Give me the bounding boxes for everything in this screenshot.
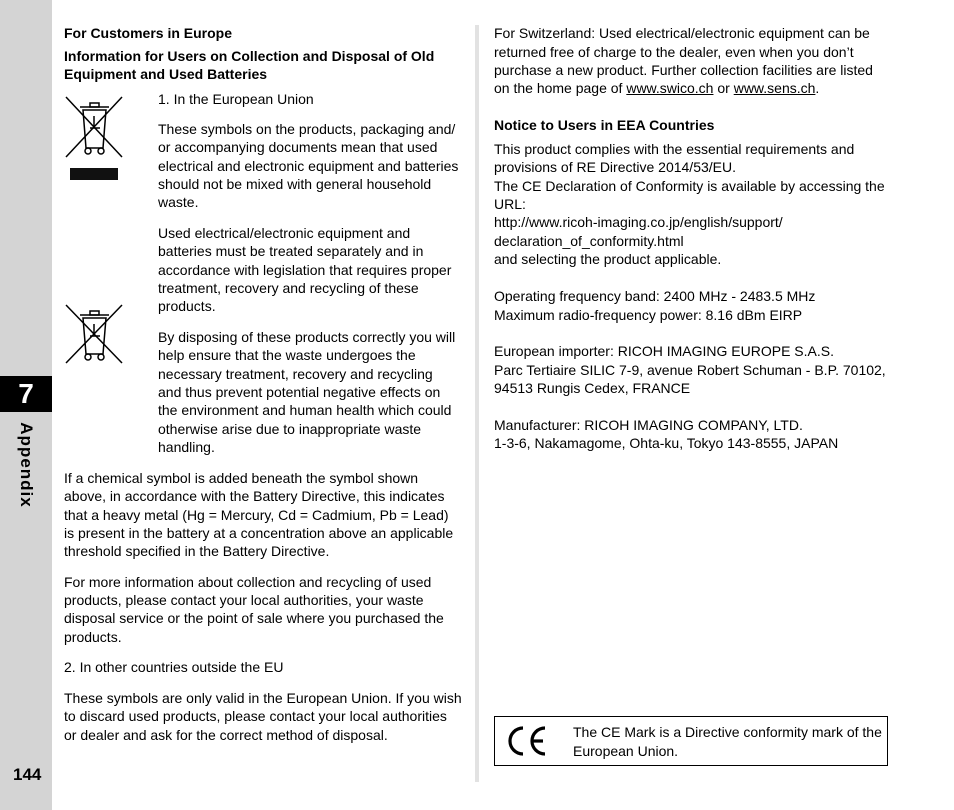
para-more-info-3: disposal service or the point of sale where you purchased the [64, 610, 444, 626]
para-more-info-4: products. [64, 629, 122, 645]
switzerland-prefix: on the home page of [494, 80, 627, 96]
ce-mark-text-2: European Union. [573, 743, 679, 759]
swico-link[interactable]: www.swico.ch [626, 80, 714, 96]
eea-url-line-2: declaration_of_conformity.html [494, 233, 684, 249]
heading-info-users-1: Information for Users on Collection and Disposal of Old [64, 48, 435, 64]
eea-url-line-1: http://www.ricoh-imaging.co.jp/english/support/ [494, 214, 783, 230]
para-disposing-4: and thus prevent potential negative effects on [158, 384, 441, 400]
switzerland-line-1: For Switzerland: Used electrical/electronic equipment can be [494, 25, 870, 41]
para-chemical-2: above, in accordance with the Battery Directive, this indicates [64, 488, 445, 504]
para-disposing-7: handling. [158, 439, 215, 455]
eea-line-7: and selecting the product applicable. [494, 251, 722, 267]
para-outside-eu-3: or dealer and ask for the correct method of disposal. [64, 727, 388, 743]
para-separate-1: Used electrical/electronic equipment and [158, 225, 411, 241]
chapter-number: 7 [0, 376, 52, 412]
para-separate-3: accordance with legislation that requires proper [158, 262, 452, 278]
para-chemical-3: that a heavy metal (Hg = Mercury, Cd = Cadmium, Pb = Lead) [64, 507, 449, 523]
heading-eea-notice: Notice to Users in EEA Countries [494, 117, 715, 133]
manufacturer-line-1: Manufacturer: RICOH IMAGING COMPANY, LTD. [494, 417, 803, 433]
switzerland-period: . [815, 80, 820, 96]
para-chemical-5: threshold specified in the Battery Directive. [64, 543, 330, 559]
crossed-bin-with-bar-icon [64, 94, 126, 182]
eea-line-1: This product complies with the essential requirements and [494, 141, 855, 157]
para-symbols-4: should not be mixed with general household [158, 176, 432, 192]
importer-line-2: Parc Tertiaire SILIC 7-9, avenue Robert Schuman - B.P. 70102, [494, 362, 886, 378]
para-more-info-2: products, please contact your local authorities, your waste [64, 592, 424, 608]
para-disposing-5: the environment and human health which could [158, 402, 452, 418]
para-disposing-6: otherwise arise due to inappropriate waste [158, 421, 422, 437]
para-symbols-1: These symbols on the products, packaging and/ [158, 121, 456, 137]
ce-mark-text-1: The CE Mark is a Directive conformity mark of the [573, 724, 882, 740]
para-more-info-1: For more information about collection and recycling of used [64, 574, 432, 590]
heading-info-users-2: Equipment and Used Batteries [64, 66, 268, 82]
para-outside-eu-2: to discard used products, please contact your local authorities [64, 708, 447, 724]
para-chemical-1: If a chemical symbol is added beneath the symbol shown [64, 470, 419, 486]
importer-line-1: European importer: RICOH IMAGING EUROPE S.A.S. [494, 343, 834, 359]
eea-line-4: URL: [494, 196, 526, 212]
para-symbols-3: electrical and electronic equipment and batteries [158, 158, 459, 174]
page-number: 144 [13, 765, 42, 784]
crossed-bin-icon [64, 302, 126, 366]
para-chemical-4: is present in the battery at a concentration above an applicable [64, 525, 454, 541]
para-symbols-2: or accompanying documents mean that used [158, 139, 438, 155]
item-outside-eu-title: 2. In other countries outside the EU [64, 659, 284, 675]
chapter-label: Appendix [17, 422, 36, 508]
sens-link[interactable]: www.sens.ch [733, 80, 816, 96]
importer-line-3: 94513 Rungis Cedex, FRANCE [494, 380, 691, 396]
eea-line-2: provisions of RE Directive 2014/53/EU. [494, 159, 736, 175]
switzerland-line-3: purchase a new product. Further collection facilities are listed [494, 62, 873, 78]
para-disposing-2: help ensure that the waste undergoes the [158, 347, 416, 363]
item-eu-title: 1. In the European Union [158, 91, 314, 107]
eea-line-3: The CE Declaration of Conformity is available by accessing the [494, 178, 885, 194]
para-separate-2: batteries must be treated separately and in [158, 243, 424, 259]
para-separate-5: products. [158, 298, 216, 314]
max-rf-power: Maximum radio-frequency power: 8.16 dBm EIRP [494, 307, 803, 323]
para-symbols-5: waste. [158, 194, 199, 210]
column-divider [475, 25, 479, 782]
para-separate-4: treatment, recovery and recycling of these [158, 280, 419, 296]
heading-customers-europe: For Customers in Europe [64, 25, 233, 41]
switzerland-line-4 [494, 79, 819, 97]
manufacturer-line-2: 1-3-6, Nakamagome, Ohta-ku, Tokyo 143-8555, JAPAN [494, 435, 839, 451]
para-disposing-3: necessary treatment, recovery and recycling [158, 366, 433, 382]
switzerland-line-2: returned free of charge to the dealer, even when you don’t [494, 44, 854, 60]
operating-frequency: Operating frequency band: 2400 MHz - 2483.5 MHz [494, 288, 816, 304]
para-outside-eu-1: These symbols are only valid in the European Union. If you wish [64, 690, 462, 706]
para-disposing-1: By disposing of these products correctly you will [158, 329, 456, 345]
ce-mark-icon [505, 725, 549, 757]
switzerland-or: or [713, 80, 734, 96]
